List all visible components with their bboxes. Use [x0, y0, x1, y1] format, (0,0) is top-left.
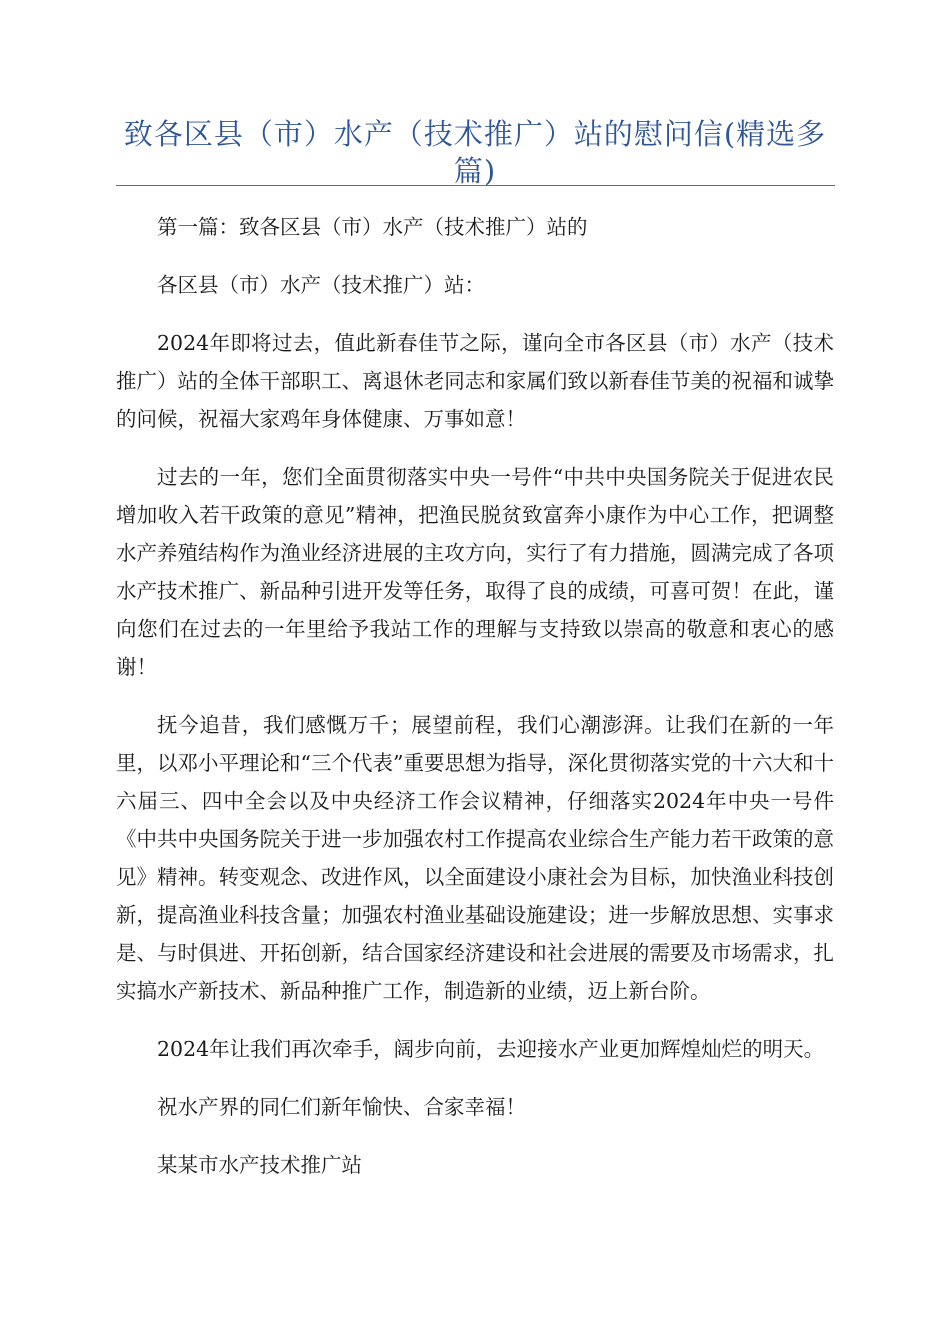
closing-wish: 祝水产界的同仁们新年愉快、合家幸福！ — [157, 1095, 526, 1119]
body-paragraph: 2024年让我们再次牵手，阔步向前，去迎接水产业更加辉煌灿烂的明天。 — [157, 1037, 825, 1061]
body-paragraph: 过去的一年，您们全面贯彻落实中央一号件“中共中央国务院关于促进农民增加收入若干政策的意见”精神，把渔民脱贫致富奔小康作为中心工作，把调整水产养殖结构作为渔业经济进展的主攻方向，实行了有力措施，圆满完成了各项水产技术推广、新品种引进开发等任务，取得了良的成绩，可喜可贺！在此，谨向您们在过去的一年里给予我站工作的理解与支持致以崇高的敬意和衷心的感谢！ — [116, 465, 834, 679]
document-body — [116, 208, 834, 1204]
title-divider — [116, 185, 835, 186]
salutation: 各区县（市）水产（技术推广）站： — [157, 273, 485, 297]
document-title: 致各区县（市）水产（技术推广）站的慰问信(精选多篇) — [123, 117, 827, 188]
signature: 某某市水产技术推广站 — [157, 1153, 362, 1177]
section-heading: 第一篇：致各区县（市）水产（技术推广）站的 — [157, 215, 588, 239]
body-paragraph: 2024年即将过去，值此新春佳节之际，谨向全市各区县（市）水产（技术推广）站的全体干部职工、离退休老同志和家属们致以新春佳节美的祝福和诚挚的问候，祝福大家鸡年身体健康、万事如意！ — [116, 331, 834, 431]
body-paragraph: 抚今追昔，我们感慨万千；展望前程，我们心潮澎湃。让我们在新的一年里，以邓小平理论和“三个代表”重要思想为指导，深化贯彻落实党的十六大和十六届三、四中全会以及中央经济工作会议精神，仔细落实2024年中央一号件《中共中央国务院关于进一步加强农村工作提高农业综合生产能力若干政策的意见》精神。转变观念、改进作风，以全面建设小康社会为目标，加快渔业科技创新，提高渔业科技含量；加强农村渔业基础设施建设；进一步解放思想、实事求是、与时俱进、开拓创新，结合国家经济建设和社会进展的需要及市场需求，扎实搞水产新技术、新品种推广工作，制造新的业绩，迈上新台阶。 — [116, 713, 834, 1003]
